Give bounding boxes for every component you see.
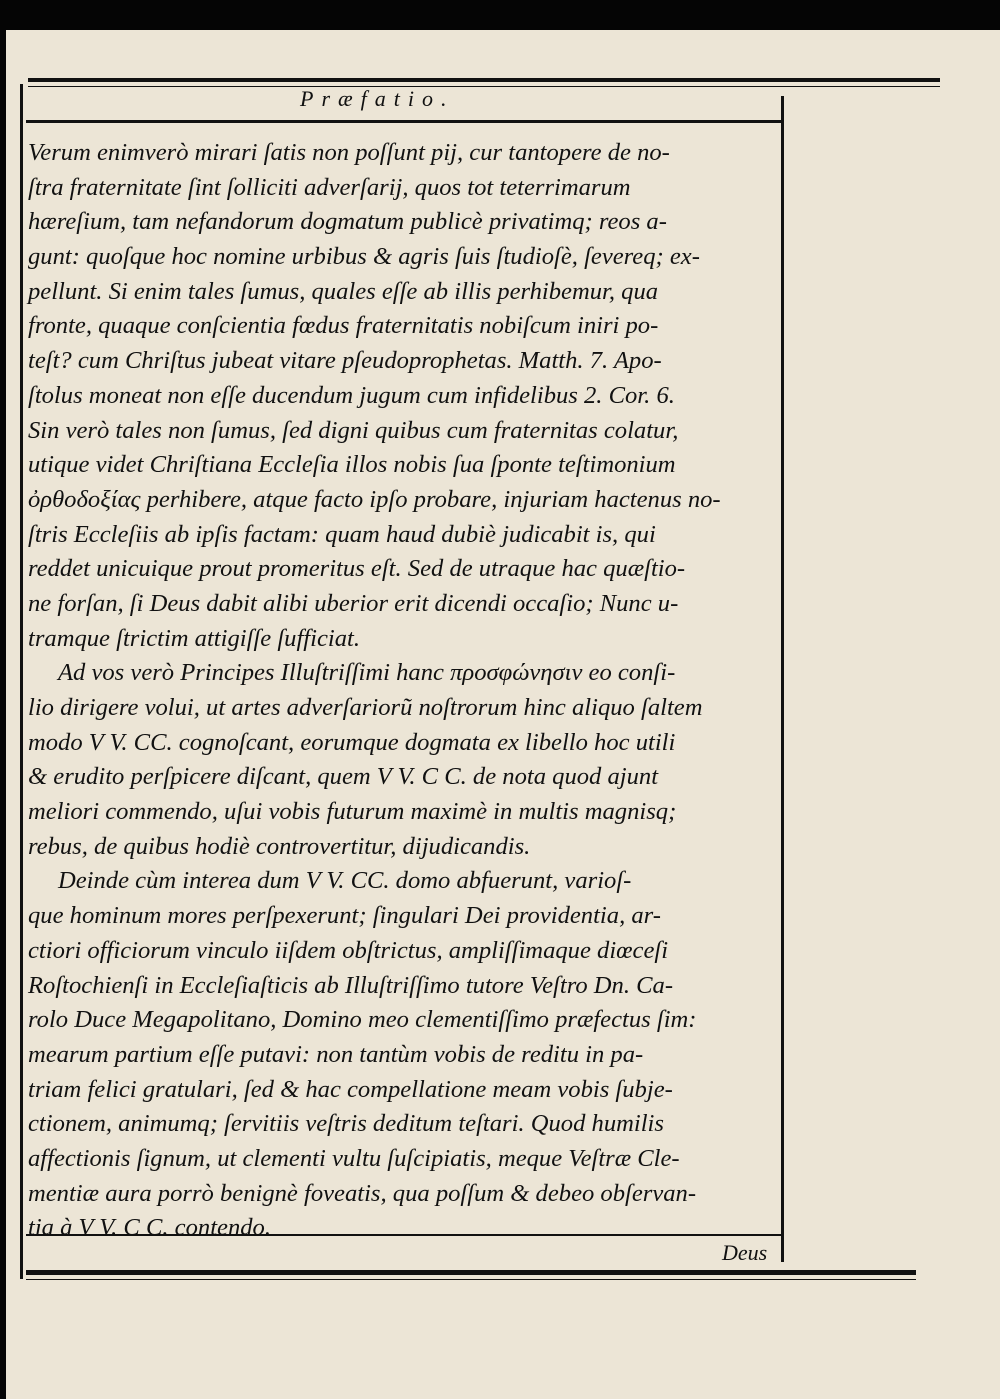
text-line: hæreſium, tam nefandorum dogmatum publicè privatimq; reos a- — [28, 208, 667, 236]
left-frame-rule — [20, 84, 23, 1279]
text-line: fronte, quaque conſcientia fœdus fraternitatis nobiſcum iniri po- — [28, 312, 659, 340]
text-line: utique videt Chriſtiana Eccleſia illos nobis ſua ſponte teſtimonium — [28, 451, 676, 479]
text-line: mentiæ aura porrò benignè foveatis, qua poſſum & debeo obſervan- — [28, 1179, 697, 1207]
text-line: lio dirigere volui, ut artes adverſariorũ noſtrorum hinc aliquo ſaltem — [28, 694, 703, 721]
text-line: triam felici gratulari, ſed & hac compellatione meam vobis ſubje- — [28, 1075, 673, 1103]
text-line: affectionis ſignum, ut clementi vultu ſuſcipiatis, meque Veſtræ Cle- — [28, 1144, 680, 1172]
text-line: ne forſan, ſi Deus dabit alibi uberior erit dicendi occaſio; Nunc u- — [28, 589, 679, 617]
text-line: ctionem, animumq; ſervitiis veſtris deditum teſtari. Quod humilis — [28, 1110, 664, 1138]
text-line: ſtris Eccleſiis ab ipſis factam: quam haud dubiè judicabit is, qui — [28, 520, 656, 548]
text-line: pellunt. Si enim tales ſumus, quales eſſe ab illis perhibemur, qua — [28, 277, 659, 305]
text-line: ſtra fraternitate ſint ſolliciti adverſarij, quos tot teterrimarum — [28, 173, 631, 201]
paragraph-1 — [28, 136, 783, 656]
text-line: rolo Duce Megapolitano, Domino meo clementiſſimo præfectus ſim: — [28, 1006, 697, 1034]
text-line: modo V V. CC. cognoſcant, eorumque dogmata ex libello hoc utili — [28, 728, 676, 756]
paragraph-3 — [28, 864, 783, 1246]
bottom-rule-thin — [26, 1279, 916, 1280]
text-line: gunt: quoſque hoc nomine urbibus & agris ſuis ſtudioſè, ſevereq; ex- — [28, 243, 700, 271]
bottom-rule-thick — [26, 1270, 916, 1275]
text-line: meliori commendo, uſui vobis futurum maximè in multis magnisq; — [28, 798, 677, 826]
catchword: Deus — [722, 1240, 768, 1265]
text-line: Roſtochienſi in Eccleſiaſticis ab Illuſtriſſimo tutore Veſtro Dn. Ca- — [28, 971, 674, 999]
text-line: tia à V V. C C. contendo. — [28, 1214, 271, 1242]
header-rule — [26, 120, 784, 123]
running-header: Præfatio. — [300, 86, 455, 111]
text-line: Verum enimverò mirari ſatis non poſſunt pij, cur tantopere de no- — [28, 139, 670, 166]
text-line: ctiori officiorum vinculo iiſdem obſtrictus, ampliſſimaque diœceſi — [28, 936, 669, 964]
text-line: ὀρθοδοξίας perhibere, atque facto ipſo probare, injuriam hactenus no- — [28, 485, 721, 513]
text-line: & erudito perſpicere diſcant, quem V V. C C. de nota quod ajunt — [28, 763, 659, 791]
text-line: mearum partium eſſe putavi: non tantùm vobis de reditu in pa- — [28, 1040, 644, 1068]
text-line: tramque ſtrictim attigiſſe ſufficiat. — [28, 624, 360, 652]
body-text — [28, 136, 783, 1246]
text-line: Ad vos verò Principes Illuſtriſſimi hanc προσφώνησιν eo conſi- — [58, 659, 676, 687]
text-line: Deinde cùm interea dum V V. CC. domo abfuerunt, varioſ- — [58, 867, 632, 895]
text-line: que hominum mores perſpexerunt; ſingulari Dei providentia, ar- — [28, 902, 661, 930]
top-rule — [28, 78, 940, 82]
text-line: rebus, de quibus hodiè controvertitur, dijudicandis. — [28, 832, 531, 860]
text-line: reddet unicuique prout promeritus eſt. Sed de utraque hac quæſtio- — [28, 555, 686, 583]
text-line: ſtolus moneat non eſſe ducendum jugum cum infidelibus 2. Cor. 6. — [28, 381, 675, 409]
text-line: teſt? cum Chriſtus jubeat vitare pſeudoprophetas. Matth. 7. Apo- — [28, 347, 662, 375]
paragraph-2 — [28, 656, 783, 864]
text-line: Sin verò tales non ſumus, ſed digni quibus cum fraternitas colatur, — [28, 416, 679, 444]
